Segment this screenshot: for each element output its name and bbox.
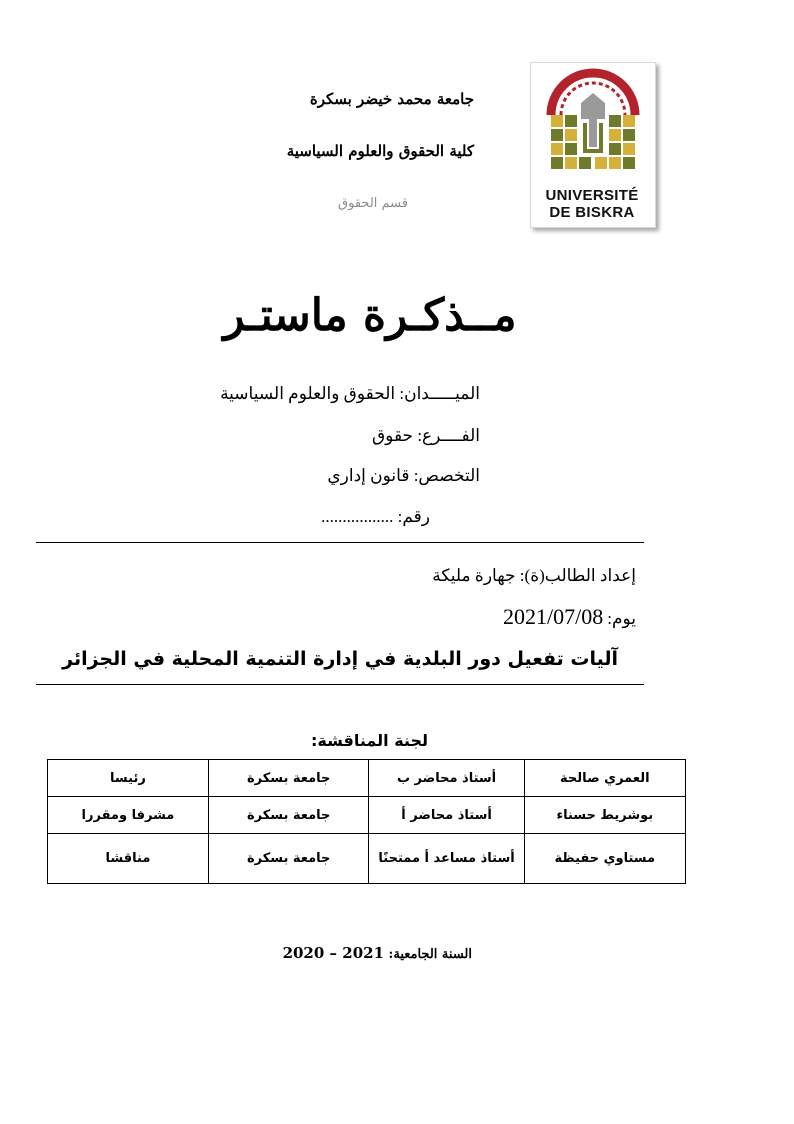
table-row	[48, 797, 686, 834]
member-role: مناقشا	[48, 834, 209, 884]
member-rank: أستاذ محاضر ب	[369, 760, 524, 797]
table-row	[48, 760, 686, 797]
committee-table	[47, 759, 686, 884]
department-name: قسم الحقوق	[338, 196, 408, 211]
member-role: مشرفا ومقررا	[48, 797, 209, 834]
member-university: جامعة بسكرة	[208, 760, 369, 797]
date-label: يوم:	[607, 609, 636, 628]
specialty-line: التخصص: قانون إداري	[327, 466, 480, 485]
member-role: رئيسا	[48, 760, 209, 797]
academic-year-value: 2021 – 2020	[282, 944, 385, 962]
faculty-name: كلية الحقوق والعلوم السياسية	[286, 142, 474, 160]
number-line: رقم: .................	[321, 507, 430, 526]
academic-year-label: السنة الجامعية:	[388, 947, 472, 962]
date-line	[136, 604, 636, 630]
student-line: إعداد الطالب(ة): جهارة مليكة	[432, 566, 636, 585]
university-name: جامعة محمد خيضر بسكرة	[309, 90, 474, 108]
member-university: جامعة بسكرة	[208, 797, 369, 834]
document-title: مــذكـرة ماستـر	[223, 290, 517, 341]
table-row	[48, 834, 686, 884]
date-value: 2021/07/08	[503, 604, 604, 629]
logo-text-line1: UNIVERSITÉ	[545, 187, 639, 204]
divider-top	[36, 542, 644, 543]
committee-title: لجنة المناقشة:	[311, 731, 428, 750]
member-university: جامعة بسكرة	[208, 834, 369, 884]
member-rank: أستاذ محاضر أ	[369, 797, 524, 834]
divider-bottom	[36, 684, 644, 685]
branch-line: الفــــرع: حقوق	[371, 426, 480, 445]
thesis-title: آليات تفعيل دور البلدية في إدارة التنمية المحلية في الجزائر	[62, 648, 618, 670]
member-name: العمري صالحة	[524, 760, 685, 797]
field-line: الميـــــدان: الحقوق والعلوم السياسية	[220, 384, 480, 403]
member-name: مستاوي حفيظة	[524, 834, 685, 884]
logo-text-line2: DE BISKRA	[549, 204, 635, 221]
member-rank: أستاذ مساعد أ ممتحنًا	[369, 834, 524, 884]
university-emblem-icon	[531, 63, 655, 183]
member-name: بوشريط حسناء	[524, 797, 685, 834]
academic-year	[172, 944, 472, 962]
